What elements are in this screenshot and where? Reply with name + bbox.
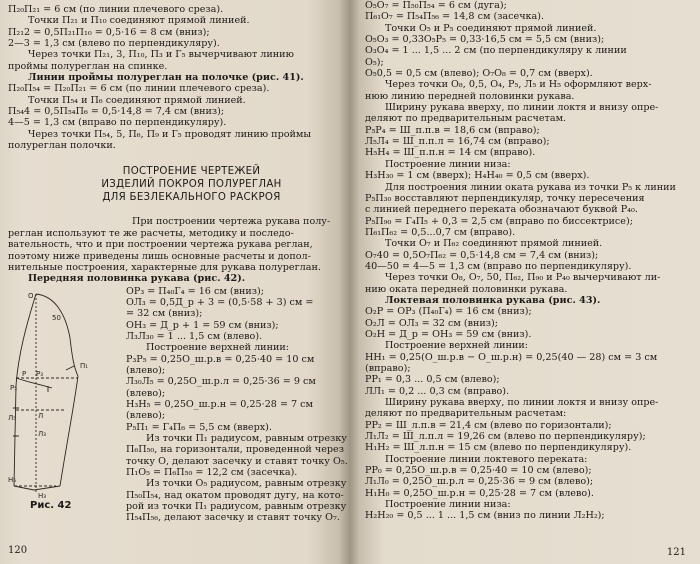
back-paragraphs: [365, 306, 692, 522]
text-line: (вправо);: [365, 363, 411, 374]
text-line: Р₅Р₄ = Ш_п.п.в = 18,6 см (вправо);: [365, 124, 540, 136]
text-line: О₅О₃ = 0,33О₅Р₅ = 0,33·16,5 см = 5,5 см (вниз);: [365, 34, 605, 46]
text-line: 2—3 = 1,3 см (влево по перпендикуляру).: [8, 38, 220, 50]
text-line: ОЛ₃ = 0,5Д_р + 3 = (0,5·58 + 3) см =: [126, 296, 314, 308]
text-line: П₂₀П₅₄ = П₂₀П₂₁ = 6 см (по линии плечевого среза).: [8, 83, 270, 95]
text-line: ОР₃ = П₄₀Г₄ = 16 см (вниз);: [126, 285, 264, 297]
text-line: О₅);: [365, 56, 384, 68]
text-line: Через точки П₂₁, 3, П₁₀, П₃ и Г₅ вычерчивают линию: [28, 49, 294, 61]
fig-label: Р₃: [36, 369, 44, 378]
text-line: Ширину рукава вверху, по линии локтя и внизу опре-: [385, 397, 659, 409]
fig-label: 50: [52, 313, 61, 322]
text-line: О₃О₄ = 1 ... 1,5 ... 2 см (по перпендикуляру к линии: [365, 45, 627, 57]
fig-label: П₁: [80, 361, 89, 370]
left-page: [0, 0, 349, 564]
text-line: Н₁Н₀ = 0,25О_ш.р.н = 0,25·28 = 7 см (влево).: [365, 487, 594, 499]
text-line: Из точки П₁ радиусом, равным отрезку: [146, 433, 347, 444]
text-line: Точки О₇ и П₆₂ соединяют прямой линией.: [385, 238, 603, 250]
section-title: [44, 165, 339, 204]
text-line: деляют по предварительным расчетам:: [365, 408, 567, 420]
tick-marks: [13, 386, 48, 436]
page-number: 121: [666, 547, 686, 558]
text-line: Через точки О₈, 0,5, О₄, Р₅, Л₅ и Н₅ оформляют верх-: [385, 79, 652, 91]
text-line: нюю линию передней половинки рукава.: [365, 90, 575, 102]
mid-paragraph: [8, 83, 339, 151]
text-line: (влево);: [126, 410, 166, 422]
text-line: Построение верхней линии:: [146, 342, 289, 354]
fig-label: О: [28, 291, 34, 300]
text-line: Н₁Н₂ = Ш_л.п.н = 15 см (влево по перпендикуляру).: [365, 442, 632, 454]
text-line: П₅₀П₅₄, над окатом проводят дугу, на кото-: [126, 489, 344, 501]
figure-text: [126, 286, 346, 524]
section-title-line: ИЗДЕЛИЙ ПОКРОЯ ПОЛУРЕГЛАН: [101, 179, 282, 191]
text-line: реглан используют те же расчеты, методику и последо-: [8, 227, 294, 239]
sleeve-hem-line: [14, 486, 60, 490]
figure-caption: Рис. 42: [30, 499, 72, 511]
fig-label: Л: [38, 411, 44, 420]
front-sleeve-title: Передняя половинка рукава (рис. 42).: [28, 273, 246, 285]
text-line: вательность, что и при построении чертежа рукава реглан,: [8, 239, 313, 251]
text-line: О₂Н = Д_р = ОН₃ = 59 см (вниз).: [365, 328, 532, 340]
right-page: [349, 0, 700, 564]
text-line: П₆₁П₆₂ = 0,5...0,7 см (вправо).: [365, 226, 516, 238]
text-line: О₂Р = ОР₃ (П₄₀Г₄) = 16 см (вниз);: [365, 306, 532, 318]
text-line: 4—5 = 1,3 см (вправо по перпендикуляру).: [8, 117, 227, 129]
text-line: Построение линии низа:: [385, 158, 511, 170]
text-line: 40—50 = 4—5 = 1,3 см (вправо по перпендикуляру).: [365, 260, 632, 272]
text-line: Р₅П₃₀ восставляют перпендикуляр, точку пересечения: [365, 192, 645, 204]
section-title-line: ДЛЯ БЕЗЛЕКАЛЬНОГО РАСКРОЯ: [102, 192, 281, 204]
tick-marks: [66, 366, 74, 370]
section-title-line: ПОСТРОЕНИЕ ЧЕРТЕЖЕЙ: [122, 166, 261, 178]
sleeve-seam-line: [16, 378, 52, 388]
fig-label: Л₃: [38, 429, 47, 438]
text-line: Н₃Н₃₀ = 1 см (вверх); Н₄Н₄₀ = 0,5 см (вверх).: [365, 170, 590, 182]
text-line: (влево);: [126, 364, 166, 376]
right-paragraphs: [365, 0, 692, 295]
text-line: Л₁Л₀ = 0,25О_ш.р.л = 0,25·36 = 9 см (влево);: [365, 476, 594, 488]
text-line: Л₃Л₃₀ = 1 ... 1,5 см (влево).: [126, 330, 263, 342]
fig-label: Р₅: [10, 383, 18, 392]
text-line: П₆₁О₇ = П₅₄П₅₆ = 14,8 см (засечка).: [365, 11, 545, 23]
fig-label: Р: [22, 369, 27, 378]
page-number: 120: [8, 545, 28, 556]
text-line: деляют по предварительным расчетам.: [365, 113, 567, 125]
text-line: полуреглан полочки.: [8, 140, 116, 152]
fig-label: Н₅: [8, 475, 17, 484]
text-line: Точки П₅₄ и П₆ соединяют прямой линией.: [28, 94, 246, 106]
text-line: Р₅П₉₀ = Г₄П₅ + 0,3 = 2,5 см (вправо по биссектрисе);: [365, 215, 633, 227]
text-line: Построение линии низа:: [385, 499, 511, 511]
text-line: РР₀ = 0,25О_ш.р.в = 0,25·40 = 10 см (влево);: [365, 465, 592, 477]
figure-block: [8, 285, 348, 526]
text-line: П₂₀П₂₁ = 6 см (по линии плечевого среза).: [8, 4, 224, 15]
text-line: П₆П₅₀, на горизонтали, проведенной через: [126, 444, 344, 456]
text-line: НН₁ = 0,25(О_ш.р.в − О_ш.р.н) = 0,25(40 — 28) см = 3 см: [365, 351, 658, 363]
text-line: рой из точки П₁ радиусом, равным отрезку: [126, 501, 347, 513]
text-line: ОН₃ = Д_р + 1 = 59 см (вниз);: [126, 319, 279, 331]
text-line: Точки О₅ и Р₅ соединяют прямой линией.: [385, 22, 597, 34]
text-line: О₂Л = ОЛ₃ = 32 см (вниз);: [365, 317, 498, 329]
text-line: Н₅Н₄ = Ш_п.п.н = 14 см (вправо).: [365, 147, 536, 159]
text-line: О₅0,5 = 0,5 см (влево); О₇О₈ = 0,7 см (вверх).: [365, 68, 593, 80]
text-line: нию оката передней половинки рукава.: [365, 283, 568, 295]
text-line: РР₁ = 0,3 ... 0,5 см (влево);: [365, 374, 500, 386]
text-line: с линией переднего переката обозначают буквой Р₄₀.: [365, 204, 638, 216]
sleeve-left-line: [14, 291, 36, 486]
text-line: Л₁Л₂ = Ш_л.п.л = 19,26 см (влево по перпендикуляру);: [365, 431, 646, 443]
sleeve-pattern-figure: [8, 286, 128, 512]
sleeve-cap-line: [36, 294, 78, 376]
subheading: Линии проймы полуреглан на полочке (рис. 41).: [28, 72, 304, 84]
text-line: Ширину рукава вверху, по линии локтя и внизу опре-: [385, 102, 659, 114]
text-line: Н₃Н₅ = 0,25О_ш.р.н = 0,25·28 = 7 см: [126, 398, 314, 410]
text-line: Построение линии локтевого переката:: [385, 453, 588, 465]
text-line: Через точки П₅₄, 5, П₆, П₉ и Г₅ проводят линию проймы: [28, 128, 311, 140]
text-line: точку О, делают засечку и ставят точку О₅.: [126, 455, 348, 467]
text-line: проймы полуреглан на спинке.: [8, 60, 168, 72]
text-line: Через точки О₈, О₇, 50, П₆₂, П₉₀ и Р₄₀ вычерчивают ли-: [385, 272, 661, 284]
intro-paragraph: [8, 216, 339, 273]
fig-label: Л₅: [8, 413, 17, 422]
text-line: ЛЛ₁ = 0,2 ... 0,3 см (вправо).: [365, 385, 510, 397]
text-line: Для построения линии оката рукава из точки Р₅ к линии: [385, 181, 676, 193]
text-line: Л₅Л₄ = Ш_п.п.л = 16,74 см (вправо);: [365, 136, 550, 148]
fig-label: Н₃: [38, 491, 47, 500]
text-line: Н₂Н₂₀ = 0,5 ... 1 ... 1,5 см (вниз по линии Л₂Н₂);: [365, 510, 605, 522]
text-line: Из точки О₅ радиусом, равным отрезку: [146, 478, 347, 490]
text-line: П₅₄П₅₆, делают засечку и ставят точку О₇.: [126, 512, 340, 524]
text-line: Точки П₂₁ и П₁₀ соединяют прямой линией.: [28, 15, 250, 27]
text-line: П₂₁2 = 0,5П₂₁П₁₀ = 0,5·16 = 8 см (вниз);: [8, 26, 210, 38]
text-line: При построении чертежа рукава полу-: [132, 216, 331, 228]
text-line: (влево);: [126, 387, 166, 399]
text-line: О₅О₇ = П₅₀П₅₄ = 6 см (дуга);: [365, 0, 507, 11]
top-paragraph: [8, 4, 339, 72]
text-line: Л₃₀Л₅ = 0,25О_ш.р.л = 0,25·36 = 9 см: [126, 376, 316, 388]
sleeve-right-line: [60, 376, 78, 486]
text-line: П₅₄4 = 0,5П₅₄П₆ = 0,5·14,8 = 7,4 см (вниз);: [8, 106, 225, 118]
text-line: Р₃Р₅ = 0,25О_ш.р.в = 0,25·40 = 10 см: [126, 353, 315, 365]
text-line: Построение верхней линии:: [385, 340, 528, 352]
text-line: нительные построения, характерные для рукава полуреглан.: [8, 261, 321, 273]
text-line: П₁О₅ = П₆П₅₀ = 12,2 см (засечка).: [126, 467, 298, 479]
text-line: О₇40 = 0,5О₇П₆₂ = 0,5·14,8 см = 7,4 см (вниз);: [365, 249, 599, 261]
back-sleeve-title: Локтевая половинка рукава (рис. 43).: [385, 294, 601, 306]
text-line: = 32 см (вниз);: [126, 308, 203, 320]
text-line: поэтому ниже приведены лишь основные расчеты и допол-: [8, 250, 311, 262]
text-line: РР₂ = Ш_л.п.в = 21,4 см (влево по горизонтали);: [365, 419, 612, 431]
text-line: Р₅П₁ = Г₄П₆ = 5,5 см (вверх).: [126, 421, 272, 433]
